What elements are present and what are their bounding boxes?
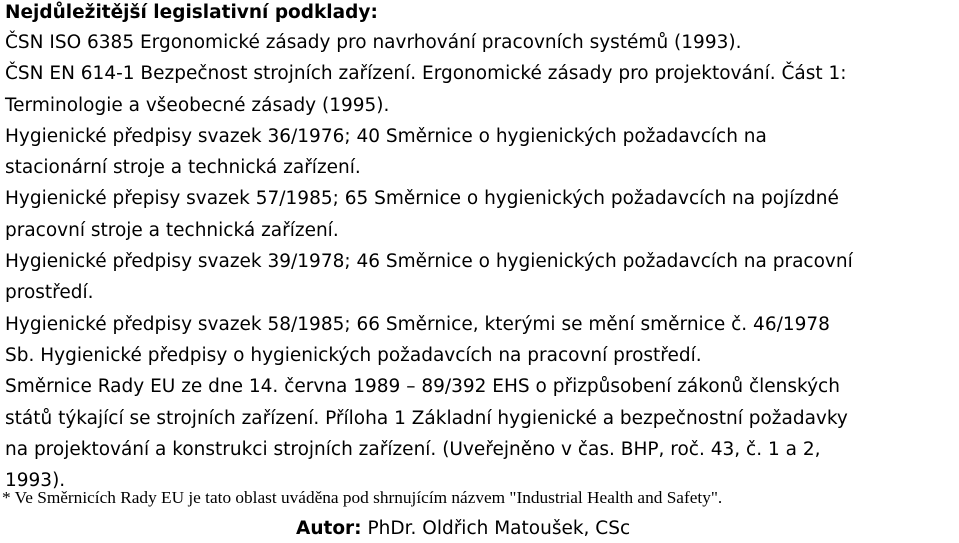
text-line: ČSN ISO 6385 Ergonomické zásady pro navrhování pracovních systémů (1993). — [5, 32, 742, 53]
document — [5, 0, 955, 496]
text-line: Hygienické předpisy svazek 36/1976; 40 Směrnice o hygienických požadavcích na — [5, 125, 767, 147]
author-name: PhDr. Oldřich Matoušek, CSc — [361, 518, 631, 539]
text-line: pracovní stroje a technická zařízení. — [5, 219, 339, 241]
text-line: na projektování a konstrukci strojních zařízení. (Uveřejněno v čas. BHP, roč. 43, č. 1 a 2, — [5, 438, 821, 460]
text-line: Sb. Hygienické předpisy o hygienických požadavcích na pracovní prostředí. — [5, 344, 702, 366]
text-line: ČSN EN 614-1 Bezpečnost strojních zařízení. Ergonomické zásady pro projektování. Část 1: — [5, 63, 847, 85]
text-line: Hygienické předpisy svazek 58/1985; 66 Směrnice, kterými se mění směrnice č. 46/1978 — [5, 313, 830, 335]
text-line: Směrnice Rady EU ze dne 14. června 1989 – 89/392 EHS o přizpůsobení zákonů členských — [5, 376, 840, 398]
text-line: Hygienické předpisy svazek 39/1978; 46 Směrnice o hygienických požadavcích na pracovní — [5, 251, 853, 273]
author-line — [296, 516, 630, 542]
text-line: Hygienické přepisy svazek 57/1985; 65 Směrnice o hygienických požadavcích na pojízdné — [5, 188, 839, 210]
section-heading: Nejdůležitější legislativní podklady: — [5, 2, 378, 23]
legislation-list — [5, 27, 955, 496]
author-label: Autor: — [296, 518, 362, 539]
text-line: prostředí. — [5, 282, 94, 304]
text-line: 1993). — [5, 470, 66, 492]
text-line: států týkající se strojních zařízení. Příloha 1 Základní hygienické a bezpečnostní požadavky — [5, 407, 848, 429]
text-line: stacionární stroje a technická zařízení. — [5, 157, 361, 179]
footnote: * Ve Směrnicích Rady EU je tato oblast uváděna pod shrnujícím názvem "Industrial Health and Safety". — [2, 488, 723, 507]
text-line: Terminologie a všeobecné zásady (1995). — [5, 94, 390, 116]
